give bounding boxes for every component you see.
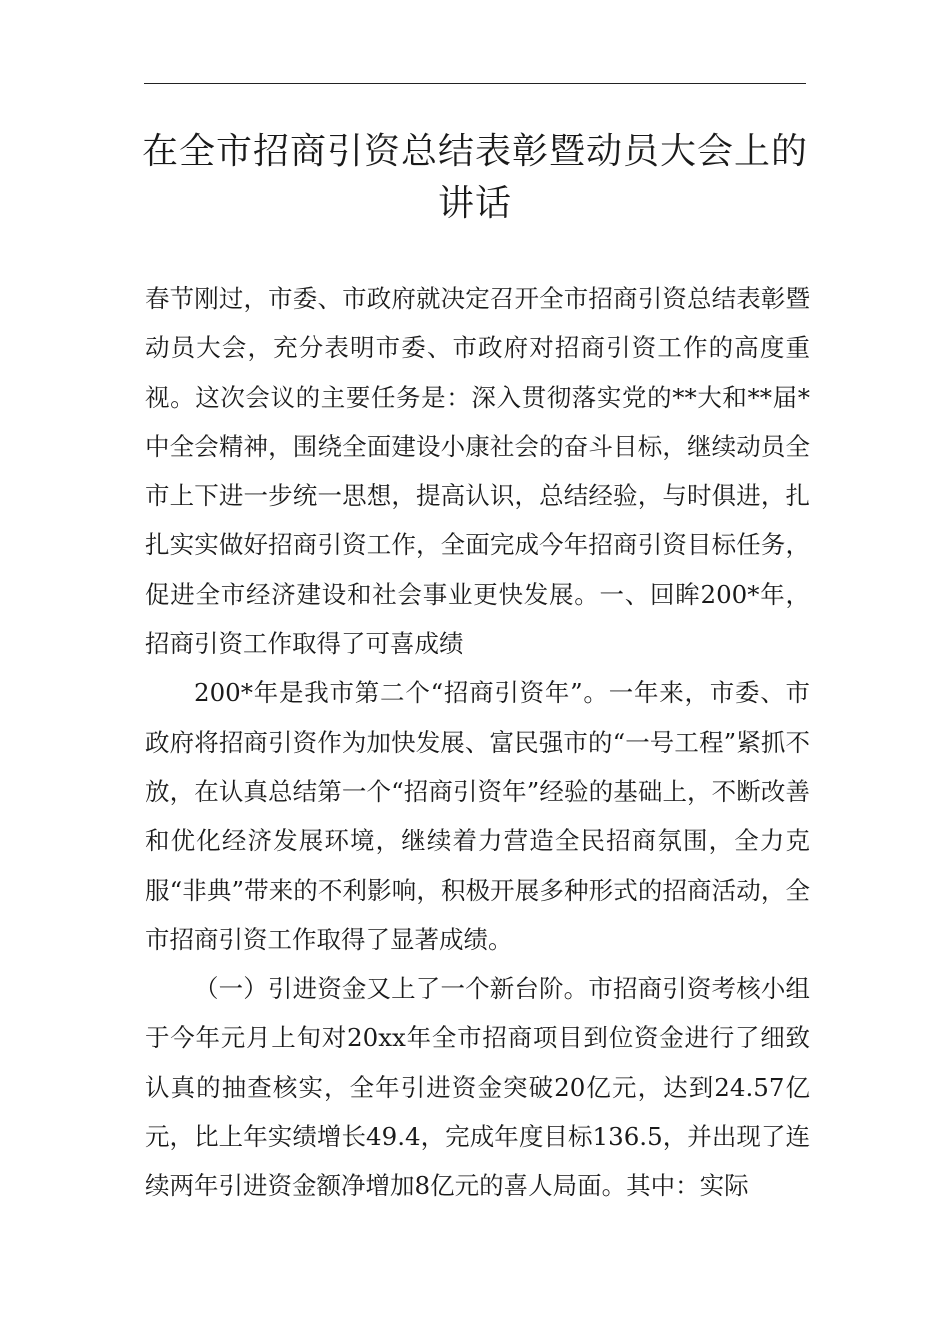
paragraph-review: 200*年是我市第二个“招商引资年”。一年来，市委、市政府将招商引资作为加快发展、富民强市的“一号工程”紧抓不放，在认真总结第一个“招商引资年”经验的基础上，不断改善和优化经济发展环境，继续着力营造全民招商氛围，全力克服“非典”带来的不利影响，积极开展多种形式的招商活动，全市招商引资工作取得了显著成绩。 [145, 678, 810, 954]
header-rule [144, 83, 806, 84]
title-line-1: 在全市招商引资总结表彰暨动员大会上的 [141, 131, 808, 172]
paragraph-funds: （一）引进资金又上了一个新台阶。市招商引资考核小组于今年元月上旬对20xx年全市招商项目到位资金进行了细致认真的抽查核实，全年引进资金突破20亿元，达到24.57亿元，比上年实绩增长49.4，完成年度目标136.5，并出现了连续两年引进资金额净增加8亿元的喜人局面。其中：实际 [145, 974, 810, 1201]
document-title [120, 126, 830, 230]
paragraph-intro: 春节刚过，市委、市政府就决定召开全市招商引资总结表彰暨动员大会，充分表明市委、市政府对招商引资工作的高度重视。这次会议的主要任务是：深入贯彻落实党的**大和**届*中全会精神，围绕全面建设小康社会的奋斗目标，继续动员全市上下进一步统一思想，提高认识，总结经验，与时俱进，扎扎实实做好招商引资工作，全面完成今年招商引资目标任务，促进全市经济建设和社会事业更快发展。一、回眸200*年，招商引资工作取得了可喜成绩 [145, 284, 810, 659]
document-body [145, 274, 810, 1211]
title-line-2: 讲话 [437, 183, 512, 224]
